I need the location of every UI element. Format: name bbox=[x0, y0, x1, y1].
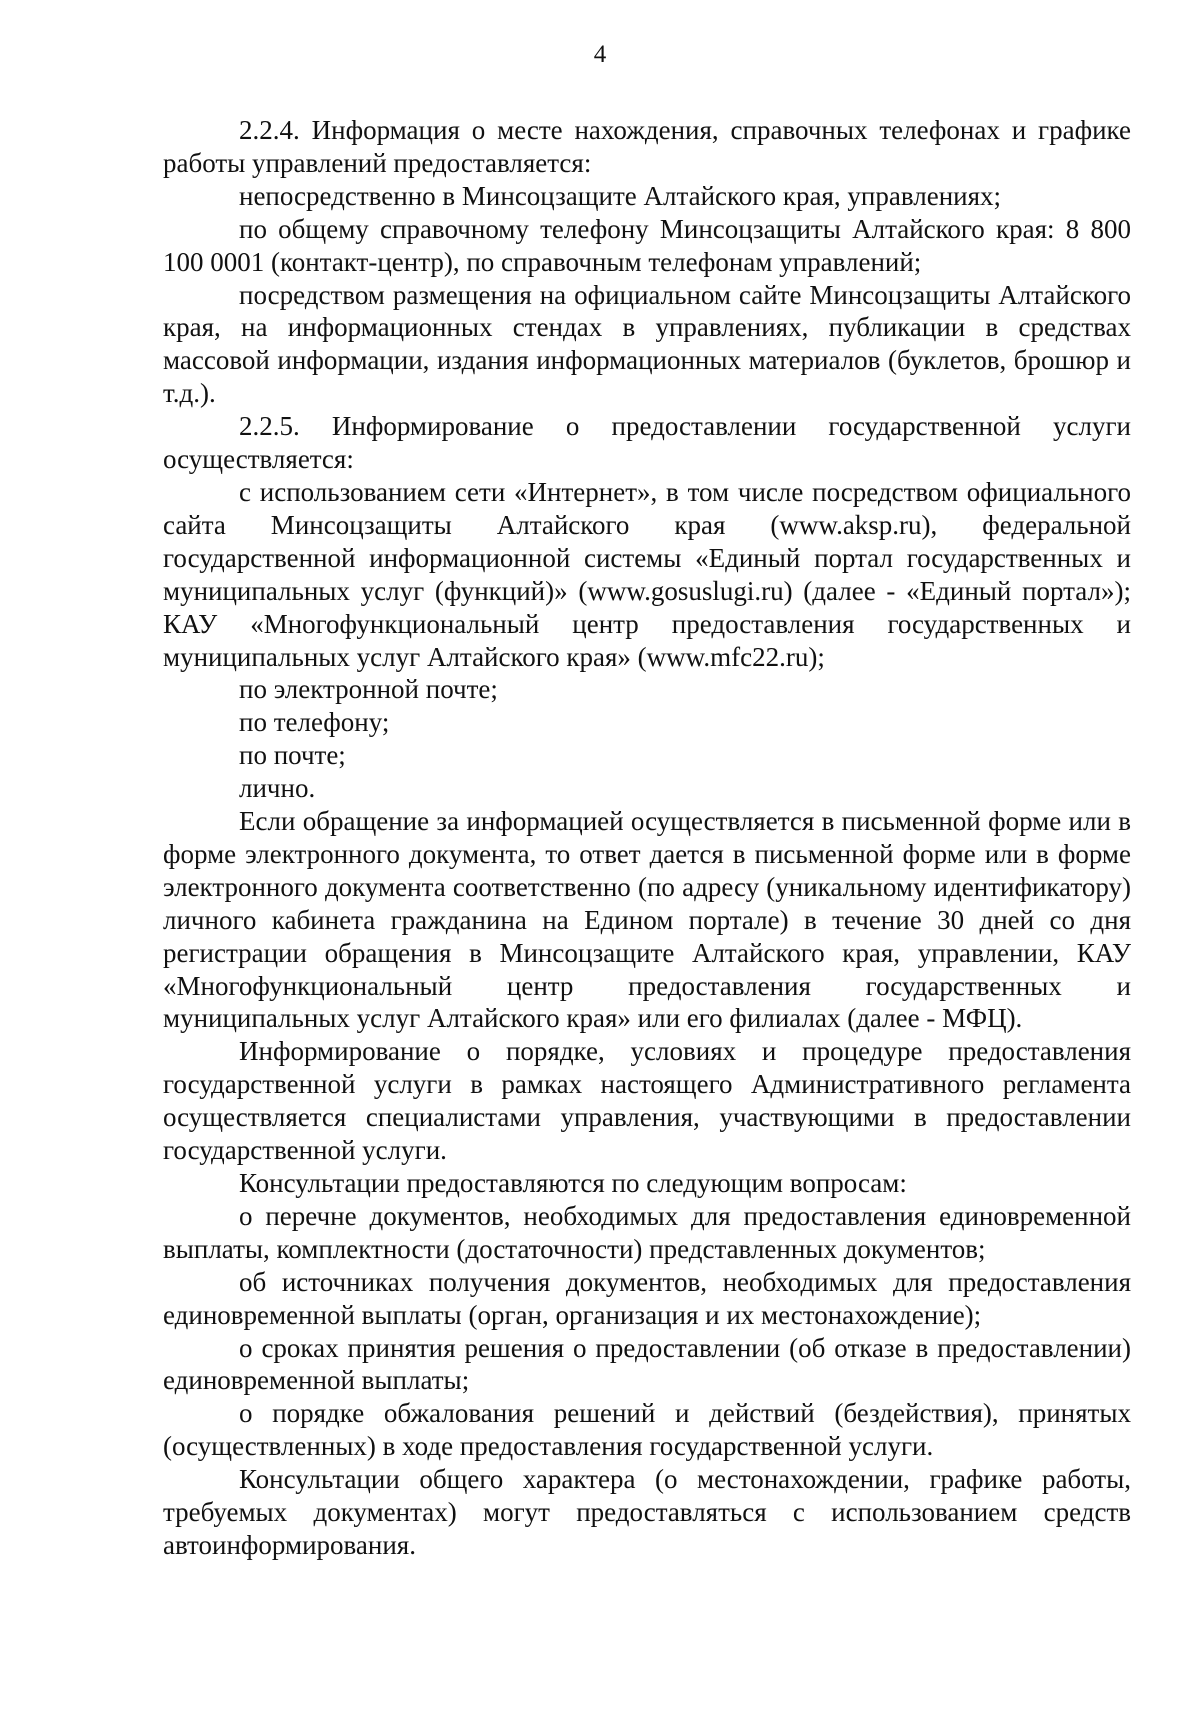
paragraph-appeal-procedure: о порядке обжалования решений и действий (бездействия), принятых (осуществленных) в ходе предоставления государственной услуги. bbox=[163, 1398, 1131, 1462]
paragraph-informing-procedure: Информирование о порядке, условиях и процедуре предоставления государственной услуги в рамках настоящего Административного регламента осуществляется специалистами управления, участвующими в предоставлении государственной услуги. bbox=[163, 1036, 1131, 1166]
paragraph-reference-phone: по общему справочному телефону Минсоцзащиты Алтайского края: 8 800 100 0001 (контакт-центр), по справочным телефонам управлений; bbox=[163, 213, 1131, 277]
paragraph-in-person: лично. bbox=[239, 773, 316, 804]
paragraph-2-2-4-intro: 2.2.4. Информация о месте нахождения, справочных телефонах и графике работы управлений предоставляется: bbox=[163, 115, 1131, 178]
page-number: 4 bbox=[593, 41, 607, 68]
paragraph-auto-informing: Консультации общего характера (о местонахождении, графике работы, требуемых документах) могут предоставляться с использованием средств автоинформирования. bbox=[163, 1464, 1131, 1560]
paragraph-2-2-5-intro: 2.2.5. Информирование о предоставлении государственной услуги осуществляется: bbox=[163, 411, 1131, 475]
paragraph-decision-terms: о сроках принятия решения о предоставлении (об отказе в предоставлении) единовременной выплаты; bbox=[163, 1332, 1131, 1396]
paragraph-email: по электронной почте; bbox=[239, 674, 498, 705]
paragraph-internet-channels: с использованием сети «Интернет», в том числе посредством официального сайта Минсоцзащиты Алтайского края (www.aksp.ru), федеральной государственной информационной системы «Единый портал государственных и муниципальных услуг (функций)» (www.gosuslugi.ru) (далее - «Единый портал»); КАУ «Многофункциональный центр предоставления государственных и муниципальных услуг Алтайского края» (www.mfc22.ru); bbox=[163, 476, 1131, 672]
paragraph-publication-channels: посредством размещения на официальном сайте Минсоцзащиты Алтайского края, на информационных стендах в управлениях, публикации в средствах массовой информации, издания информационных материалов (буклетов, брошюр и т.д.). bbox=[163, 279, 1131, 409]
paragraph-post: по почте; bbox=[239, 740, 346, 771]
document-body bbox=[163, 114, 1131, 1562]
paragraph-document-sources: об источниках получения документов, необходимых для предоставления единовременной выплаты (орган, организация и их местонахождение); bbox=[163, 1266, 1131, 1330]
paragraph-consultation-topics: Консультации предоставляются по следующим вопросам: bbox=[239, 1168, 907, 1198]
paragraph-phone: по телефону; bbox=[239, 707, 390, 738]
paragraph-ministry-direct: непосредственно в Минсоцзащите Алтайского края, управлениях; bbox=[239, 180, 1002, 211]
paragraph-document-list: о перечне документов, необходимых для предоставления единовременной выплаты, комплектности (достаточности) представленных документов; bbox=[163, 1200, 1131, 1264]
paragraph-written-requests: Если обращение за информацией осуществляется в письменной форме или в форме электронного документа, то ответ дается в письменной форме или в форме электронного документа соответственно (по адресу (уникальному идентификатору) личного кабинета гражданина на Едином портале) в течение 30 дней со дня регистрации обращения в Минсоцзащите Алтайского края, управлении, КАУ «Многофункциональный центр предоставления государственных и муниципальных услуг Алтайского края» или его филиалах (далее - МФЦ). bbox=[163, 806, 1131, 1034]
